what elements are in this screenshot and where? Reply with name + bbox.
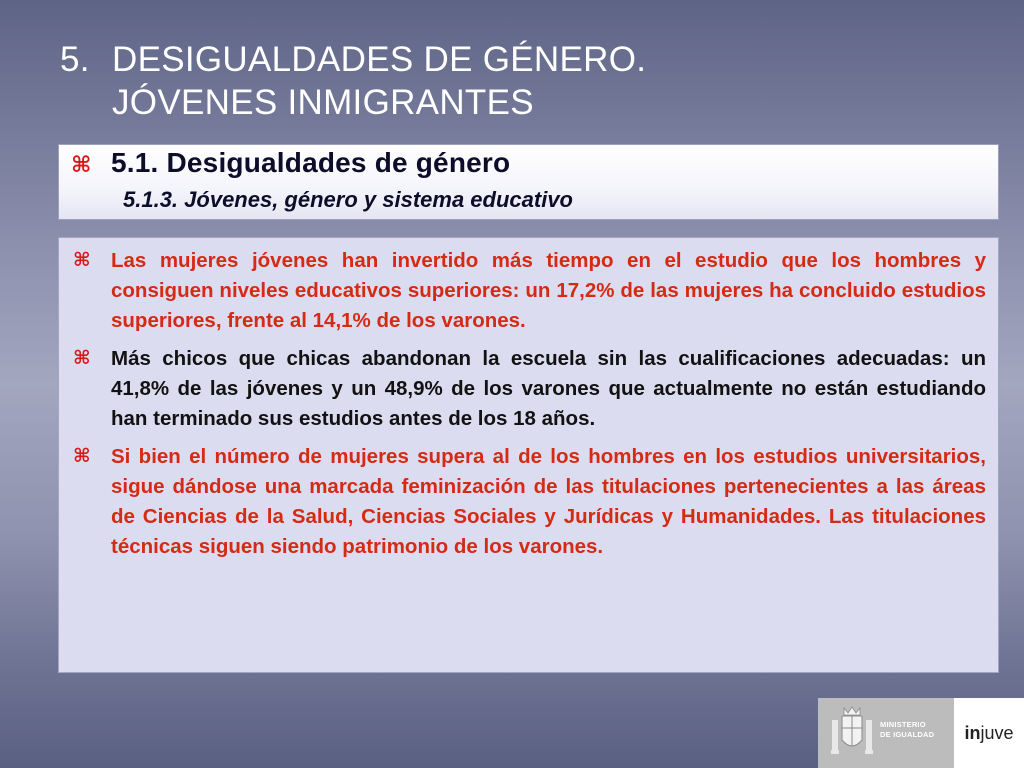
command-bullet-icon: ⌘ (73, 250, 91, 271)
content-panel (58, 237, 999, 673)
title-line-2: JÓVENES INMIGRANTES (112, 83, 534, 122)
bullet-text: Si bien el número de mujeres supera al de los hombres en los estudios universitarios, sigue dándose una marcada feminización de las titulaciones pertenecientes a las áreas de Ciencias de la Salud, Ciencias Sociales y Jurídicas y Humanidades. Las titulaciones técnicas siguen siendo patrimonio de los varones. (111, 445, 986, 558)
injuve-logo: in juve (954, 698, 1024, 768)
title-number: 5. (60, 40, 90, 79)
footer-logos (818, 698, 1024, 768)
bullet-text: Las mujeres jóvenes han invertido más tiempo en el estudio que los hombres y consiguen niveles educativos superiores: un 17,2% de las mujeres ha concluido estudios superiores, frente al 14,1% de los varones. (111, 249, 986, 332)
bullet-list (71, 246, 986, 562)
command-bullet-icon: ⌘ (73, 348, 91, 369)
slide-title (60, 38, 820, 124)
coat-of-arms-icon (828, 706, 876, 758)
title-line-1: DESIGUALDADES DE GÉNERO. (112, 40, 647, 79)
bullet-item (71, 246, 986, 336)
bullet-item (71, 442, 986, 562)
subsection-heading: 5.1.3. Jóvenes, género y sistema educativo (123, 187, 573, 212)
bullet-item (71, 344, 986, 434)
section-heading-box (58, 144, 999, 220)
ministry-name: MINISTERIO DE IGUALDAD (880, 720, 935, 739)
command-bullet-icon: ⌘ (71, 152, 92, 177)
section-heading: 5.1. Desigualdades de género (111, 147, 511, 178)
bullet-text: Más chicos que chicas abandonan la escuela sin las cualificaciones adecuadas: un 41,8% de las jóvenes y un 48,9% de los varones que actualmente no están estudiando han terminado sus estudios antes de los 18 años. (111, 347, 986, 430)
ministry-logo (818, 698, 954, 768)
command-bullet-icon: ⌘ (73, 446, 91, 467)
